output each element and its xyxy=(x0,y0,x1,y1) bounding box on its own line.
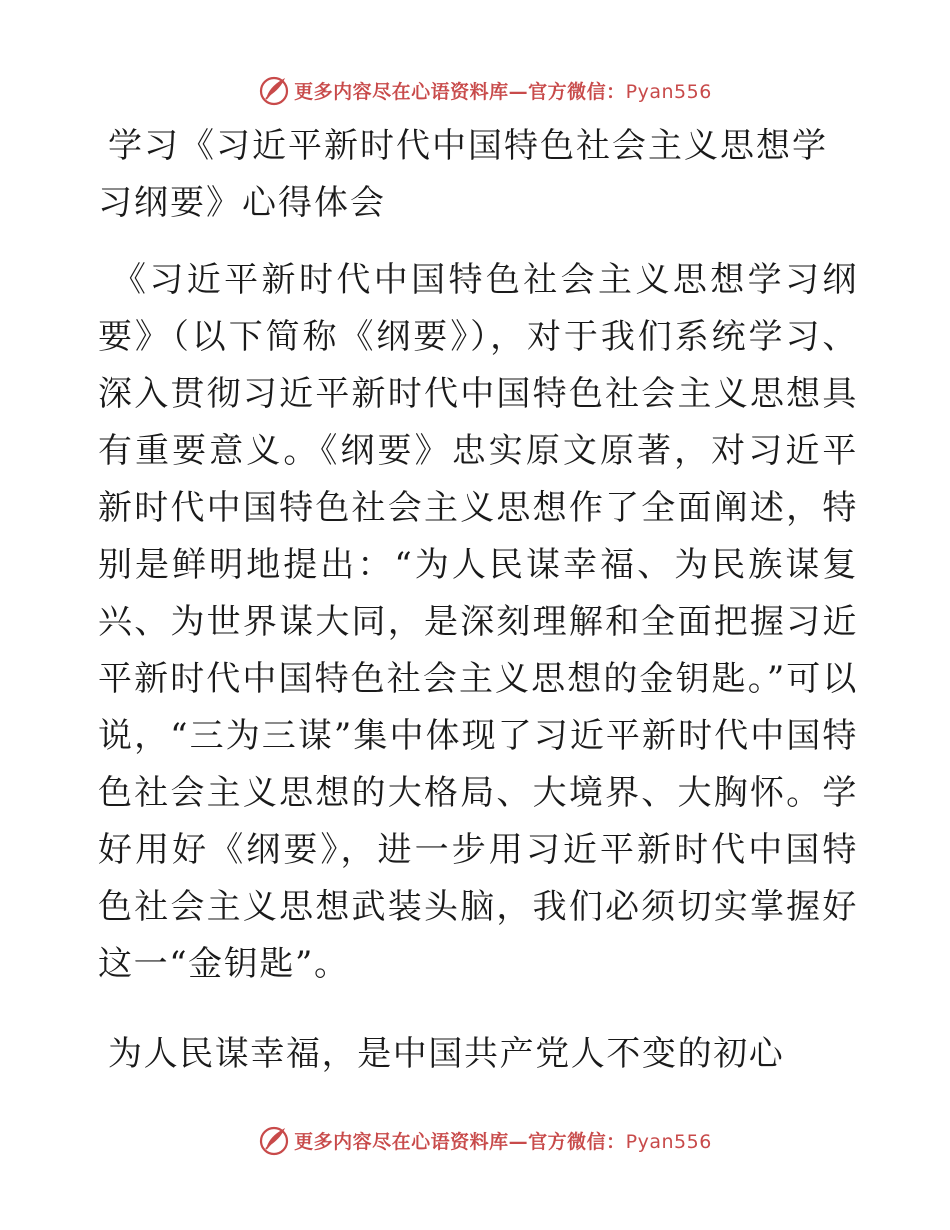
footer-banner-text: 更多内容尽在心语资料库—官方微信：Pyan556 xyxy=(294,1130,712,1153)
header-banner xyxy=(0,70,950,110)
wechat-id: Pyan556 xyxy=(625,1130,712,1153)
footer-banner-content xyxy=(258,1124,712,1156)
header-banner-text: 更多内容尽在心语资料库—官方微信：Pyan556 xyxy=(294,80,712,103)
header-banner-content xyxy=(258,74,712,106)
feather-pen-logo-icon xyxy=(258,74,290,106)
document-title: 学习《习近平新时代中国特色社会主义思想学习纲要》心得体会 xyxy=(98,126,828,223)
feather-pen-logo-icon xyxy=(258,1124,290,1156)
section-heading: 为人民谋幸福，是中国共产党人不变的初心 xyxy=(108,1034,785,1074)
wechat-id: Pyan556 xyxy=(625,80,712,103)
footer-banner xyxy=(0,1120,950,1160)
body-paragraph-1: 《习近平新时代中国特色社会主义思想学习纲要》（以下简称《纲要》），对于我们系统学习、深入贯彻习近平新时代中国特色社会主义思想具有重要意义。《纲要》忠实原文原著，对习近平新时代中国特色社会主义思想作了全面阐述，特别是鲜明地提出：“为人民谋幸福、为民族谋复兴、为世界谋大同，是深刻理解和全面把握习近平新时代中国特色社会主义思想的金钥匙。”可以说，“三为三谋”集中体现了习近平新时代中国特色社会主义思想的大格局、大境界、大胸怀。学好用好《纲要》，进一步用习近平新时代中国特色社会主义思想武装头脑，我们必须切实掌握好这一“金钥匙”。 xyxy=(98,260,858,984)
